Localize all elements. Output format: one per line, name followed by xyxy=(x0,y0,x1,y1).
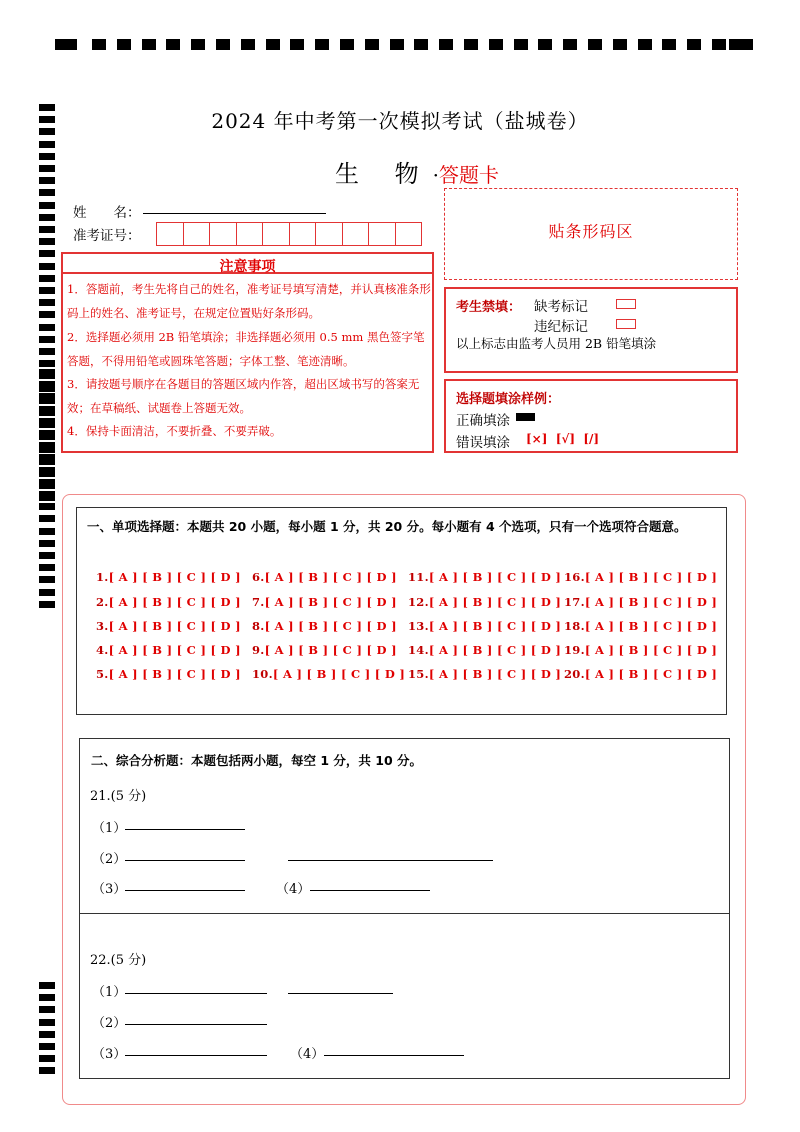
title-dot: · xyxy=(432,163,439,187)
notice-header xyxy=(61,252,434,274)
timing-mark xyxy=(216,39,230,50)
barcode-area xyxy=(444,188,738,280)
timing-mark xyxy=(39,381,55,388)
choice-options[interactable]: [ A ] [ B ] [ C ] [ D ] xyxy=(584,619,718,633)
timing-mark xyxy=(39,202,55,209)
question-17-choices[interactable] xyxy=(564,595,717,609)
timing-mark xyxy=(613,39,627,50)
question-number: 4. xyxy=(96,643,109,657)
choice-options[interactable]: [ A ] [ B ] [ C ] [ D ] xyxy=(272,667,406,681)
timing-mark xyxy=(39,589,55,596)
timing-mark xyxy=(638,39,652,50)
timing-mark xyxy=(315,39,329,50)
question-number: 16. xyxy=(564,570,585,584)
timing-mark xyxy=(142,39,156,50)
timing-mark xyxy=(39,189,55,196)
correct-fill-label: 正确填涂 xyxy=(456,413,510,429)
question-14-choices[interactable] xyxy=(408,643,561,657)
q22-part-1-answer-b[interactable] xyxy=(288,993,393,994)
timing-mark xyxy=(39,263,55,270)
q21-part-4-label: （4） xyxy=(276,882,311,897)
timing-mark xyxy=(39,479,55,486)
q22-part-3-answer[interactable] xyxy=(125,1055,267,1056)
question-8-choices[interactable] xyxy=(252,619,397,633)
timing-mark xyxy=(39,552,55,559)
choice-options[interactable]: [ A ] [ B ] [ C ] [ D ] xyxy=(108,570,241,584)
choice-options[interactable]: [ A ] [ B ] [ C ] [ D ] xyxy=(584,643,718,657)
question-number: 13. xyxy=(408,619,429,633)
timing-mark xyxy=(39,141,55,148)
question-number: 17. xyxy=(564,595,585,609)
id-digit-box[interactable] xyxy=(157,223,184,245)
question-15-choices[interactable] xyxy=(408,667,561,681)
notice-item-4: 4．保持卡面清洁，不要折叠、不要弄破。 xyxy=(67,424,282,438)
choice-options[interactable]: [ A ] [ B ] [ C ] [ D ] xyxy=(428,667,562,681)
question-number: 6. xyxy=(252,570,265,584)
choice-options[interactable]: [ A ] [ B ] [ C ] [ D ] xyxy=(428,570,562,584)
timing-mark xyxy=(39,406,55,413)
forbidden-note: 以上标志由监考人员用 2B 铅笔填涂 xyxy=(456,336,657,351)
barcode-label: 贴条形码区 xyxy=(548,222,634,241)
timing-mark xyxy=(39,418,55,425)
question-13-choices[interactable] xyxy=(408,619,561,633)
timing-mark xyxy=(39,1043,55,1050)
timing-mark xyxy=(39,275,55,282)
question-18-choices[interactable] xyxy=(564,619,717,633)
question-9-choices[interactable] xyxy=(252,643,397,657)
timing-mark xyxy=(39,467,55,474)
section-2-divider xyxy=(80,913,729,914)
timing-mark xyxy=(340,39,354,50)
question-number: 5. xyxy=(96,667,109,681)
timing-mark xyxy=(39,238,55,245)
question-number: 9. xyxy=(252,643,265,657)
choice-options[interactable]: [ A ] [ B ] [ C ] [ D ] xyxy=(264,595,397,609)
choice-options[interactable]: [ A ] [ B ] [ C ] [ D ] xyxy=(428,643,562,657)
choice-options[interactable]: [ A ] [ B ] [ C ] [ D ] xyxy=(108,619,241,633)
timing-mark xyxy=(712,39,726,50)
question-number: 1. xyxy=(96,570,109,584)
exam-title: 2024 年中考第一次模拟考试（盐城卷） xyxy=(211,109,589,133)
timing-mark xyxy=(39,1067,55,1074)
forbidden-box xyxy=(444,287,738,373)
choice-options[interactable]: [ A ] [ B ] [ C ] [ D ] xyxy=(428,595,562,609)
id-digit-box[interactable] xyxy=(290,223,317,245)
section-1-box xyxy=(76,507,727,715)
choice-options[interactable]: [ A ] [ B ] [ C ] [ D ] xyxy=(584,570,718,584)
card-label: 答题卡 xyxy=(439,163,499,187)
violation-label: 违纪标记 xyxy=(534,319,588,335)
q21-part-2-answer-b[interactable] xyxy=(288,860,493,861)
timing-mark xyxy=(39,360,55,367)
question-19-choices[interactable] xyxy=(564,643,717,657)
question-number: 12. xyxy=(408,595,429,609)
timing-mark xyxy=(39,576,55,583)
timing-mark xyxy=(662,39,676,50)
timing-mark xyxy=(39,336,55,343)
timing-mark xyxy=(39,226,55,233)
question-12-choices[interactable] xyxy=(408,595,561,609)
timing-mark xyxy=(563,39,577,50)
q21-part-1-label: （1） xyxy=(92,821,127,836)
id-digit-box[interactable] xyxy=(184,223,211,245)
choice-options[interactable]: [ A ] [ B ] [ C ] [ D ] xyxy=(264,619,397,633)
timing-mark xyxy=(39,454,55,461)
section-1-title: 一、单项选择题：本题共 20 小题，每小题 1 分，共 20 分。每小题有 4 个选项，只有一个选项符合题意。 xyxy=(87,519,687,534)
timing-mark xyxy=(464,39,478,50)
timing-mark xyxy=(414,39,428,50)
section-2-title: 二、综合分析题：本题包括两小题，每空 1 分，共 10 分。 xyxy=(91,753,423,768)
id-digit-box[interactable] xyxy=(237,223,264,245)
q22-part-1-answer-a[interactable] xyxy=(125,993,267,994)
fill-sample-title: 选择题填涂样例： xyxy=(456,392,561,407)
question-number: 19. xyxy=(564,643,585,657)
timing-mark xyxy=(191,39,205,50)
absent-mark[interactable] xyxy=(616,299,636,309)
id-digit-box[interactable] xyxy=(210,223,237,245)
timing-mark xyxy=(241,39,255,50)
question-3-choices[interactable] xyxy=(96,619,241,633)
question-number: 11. xyxy=(408,570,429,584)
notice-title: 注意事项 xyxy=(219,259,276,275)
timing-mark xyxy=(39,982,55,989)
choice-options[interactable]: [ A ] [ B ] [ C ] [ D ] xyxy=(584,595,718,609)
timing-mark xyxy=(266,39,280,50)
question-number: 3. xyxy=(96,619,109,633)
subject-heading xyxy=(335,154,499,189)
choice-options[interactable]: [ A ] [ B ] [ C ] [ D ] xyxy=(108,667,241,681)
timing-mark xyxy=(39,177,55,184)
timing-mark xyxy=(39,515,55,522)
question-number: 14. xyxy=(408,643,429,657)
q21-part-2-label: （2） xyxy=(92,852,127,867)
timing-mark xyxy=(39,214,55,221)
violation-mark[interactable] xyxy=(616,319,636,329)
fill-sample-box xyxy=(444,379,738,453)
timing-mark xyxy=(365,39,379,50)
question-number: 8. xyxy=(252,619,265,633)
question-2-choices[interactable] xyxy=(96,595,241,609)
question-number: 15. xyxy=(408,667,429,681)
timing-mark xyxy=(39,430,55,437)
timing-mark xyxy=(39,165,55,172)
timing-mark xyxy=(39,564,55,571)
forbidden-label: 考生禁填： xyxy=(456,300,522,315)
question-4-choices[interactable] xyxy=(96,643,241,657)
absent-label: 缺考标记 xyxy=(534,299,588,315)
wrong-fill-samples: [×] [√] [/] xyxy=(526,432,600,446)
choice-options[interactable]: [ A ] [ B ] [ C ] [ D ] xyxy=(108,643,241,657)
q22-part-4-answer[interactable] xyxy=(324,1055,464,1056)
q21-part-2-answer-a[interactable] xyxy=(125,860,245,861)
question-10-choices[interactable] xyxy=(252,667,405,681)
timing-mark xyxy=(39,1031,55,1038)
choice-options[interactable]: [ A ] [ B ] [ C ] [ D ] xyxy=(428,619,562,633)
q21-part-3-answer[interactable] xyxy=(125,890,245,891)
timing-mark xyxy=(39,503,55,510)
timing-mark xyxy=(39,1019,55,1026)
timing-mark xyxy=(92,39,106,50)
choice-options[interactable]: [ A ] [ B ] [ C ] [ D ] xyxy=(584,667,718,681)
timing-mark xyxy=(39,994,55,1001)
timing-mark xyxy=(687,39,701,50)
choice-options[interactable]: [ A ] [ B ] [ C ] [ D ] xyxy=(264,643,397,657)
timing-mark xyxy=(390,39,404,50)
choice-options[interactable]: [ A ] [ B ] [ C ] [ D ] xyxy=(264,570,397,584)
timing-mark xyxy=(39,528,55,535)
timing-mark xyxy=(39,250,55,257)
correct-fill-sample xyxy=(516,413,535,421)
id-digit-box[interactable] xyxy=(263,223,290,245)
notice-item-2: 2．选择题必须用 2B 铅笔填涂；非选择题必须用 0.5 mm 黑色签字笔答题，不得用铅笔或圆珠笔答题；字体工整、笔迹清晰。 xyxy=(67,330,425,368)
timing-mark xyxy=(39,1006,55,1013)
q22-part-4-label: （4） xyxy=(290,1047,325,1062)
choice-options[interactable]: [ A ] [ B ] [ C ] [ D ] xyxy=(108,595,241,609)
timing-mark xyxy=(55,39,77,50)
question-7-choices[interactable] xyxy=(252,595,397,609)
question-16-choices[interactable] xyxy=(564,570,717,584)
timing-mark xyxy=(39,153,55,160)
question-number: 7. xyxy=(252,595,265,609)
timing-mark xyxy=(39,311,55,318)
notice-item-1: 1．答题前，考生先将自己的姓名，准考证号填写清楚，并认真核准条形码上的姓名、准考证号，在规定位置贴好条形码。 xyxy=(67,282,431,320)
question-number: 2. xyxy=(96,595,109,609)
question-number: 18. xyxy=(564,619,585,633)
timing-mark xyxy=(39,491,55,498)
q21-part-1-answer[interactable] xyxy=(125,829,245,830)
name-label: 姓 名： xyxy=(73,205,141,221)
timing-mark xyxy=(39,442,55,449)
name-field[interactable] xyxy=(143,213,326,214)
timing-mark xyxy=(39,287,55,294)
question-number: 20. xyxy=(564,667,585,681)
timing-mark xyxy=(489,39,503,50)
timing-mark xyxy=(39,299,55,306)
wrong-fill-label: 错误填涂 xyxy=(456,435,510,451)
timing-mark xyxy=(39,540,55,547)
question-6-choices[interactable] xyxy=(252,570,397,584)
timing-mark xyxy=(166,39,180,50)
timing-mark xyxy=(39,348,55,355)
notice-item-3: 3．请按题号顺序在各题目的答题区域内作答，超出区域书写的答案无效；在草稿纸、试题卷上答题无效。 xyxy=(67,377,420,415)
q21-part-4-answer[interactable] xyxy=(310,890,430,891)
id-digit-box[interactable] xyxy=(396,223,422,245)
section-2-box xyxy=(79,738,730,1079)
question-1-choices[interactable] xyxy=(96,570,241,584)
timing-mark xyxy=(729,39,753,50)
question-11-choices[interactable] xyxy=(408,570,561,584)
q22-heading: 22.(5 分) xyxy=(90,953,147,968)
q22-part-2-label: （2） xyxy=(92,1016,127,1031)
q21-part-3-label: （3） xyxy=(92,882,127,897)
id-digit-box[interactable] xyxy=(369,223,396,245)
timing-mark xyxy=(588,39,602,50)
id-digit-box[interactable] xyxy=(343,223,370,245)
id-label: 准考证号： xyxy=(73,228,141,244)
q22-part-2-answer[interactable] xyxy=(125,1024,267,1025)
q22-part-1-label: （1） xyxy=(92,985,127,1000)
question-number: 10. xyxy=(252,667,273,681)
timing-mark xyxy=(39,324,55,331)
timing-mark xyxy=(290,39,304,50)
timing-mark xyxy=(39,1055,55,1062)
question-5-choices[interactable] xyxy=(96,667,241,681)
timing-mark xyxy=(39,369,55,376)
subject-name: 生 物 xyxy=(335,160,433,188)
q21-heading: 21.(5 分) xyxy=(90,789,147,804)
exam-id-boxes[interactable] xyxy=(156,222,422,246)
q22-part-3-label: （3） xyxy=(92,1047,127,1062)
id-digit-box[interactable] xyxy=(316,223,343,245)
timing-mark xyxy=(39,393,55,400)
timing-mark xyxy=(117,39,131,50)
notice-box xyxy=(61,274,434,453)
timing-mark xyxy=(439,39,453,50)
timing-mark xyxy=(538,39,552,50)
timing-mark xyxy=(39,601,55,608)
timing-mark xyxy=(514,39,528,50)
question-20-choices[interactable] xyxy=(564,667,717,681)
